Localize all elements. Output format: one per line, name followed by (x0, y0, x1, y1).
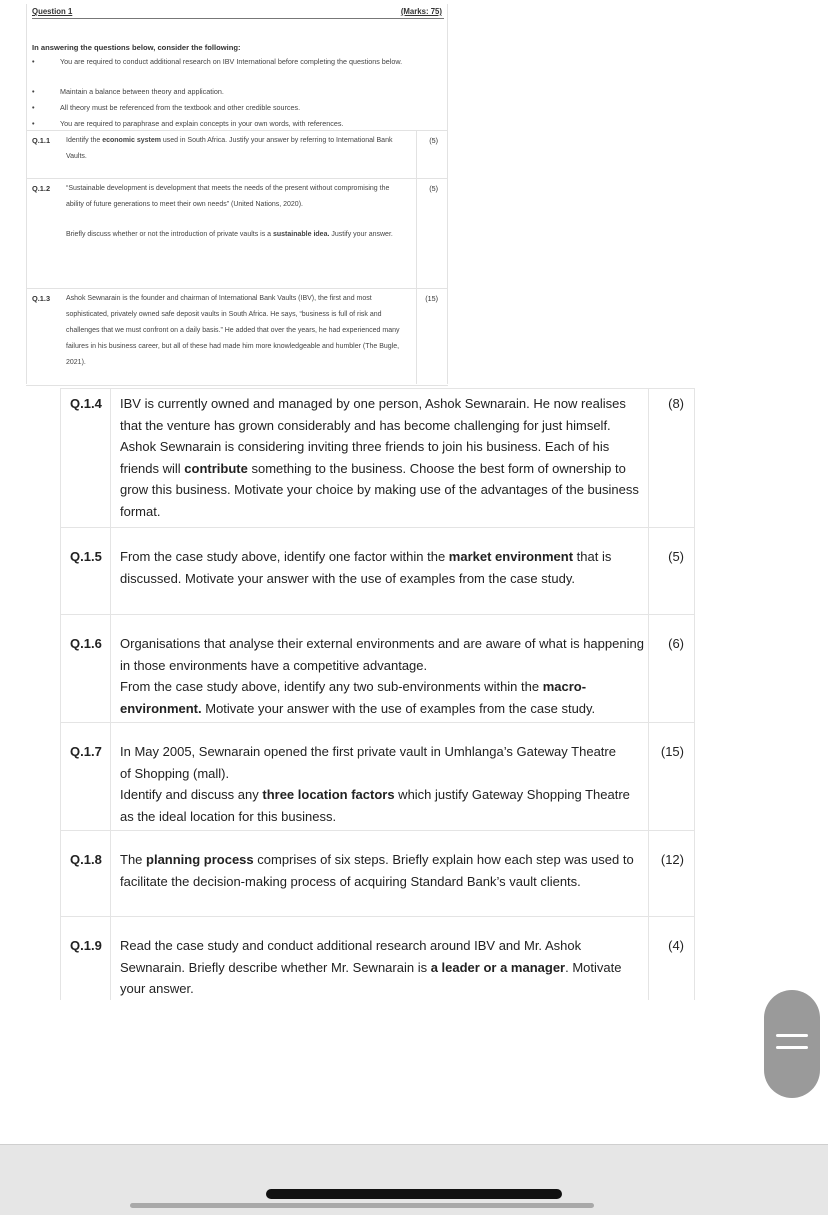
scroll-handle[interactable] (764, 990, 820, 1098)
instruction-text: You are required to conduct additional research on IBV International before completing the questions below. (60, 57, 403, 66)
question-text: Ashok Sewnarain is the founder and chairman of International Bank Vaults (IBV), the first and most sophisticated, privately owned safe deposit vaults in South Africa. He says, “business is full of risk and challenges that we must confront on a daily basis.” He added that over the years, he had experienced many failures in his business career, but all of these had made him more knowledgeable and humbler (The Bugle, 2021). (66, 295, 400, 366)
question-marks: (15) (660, 744, 684, 759)
question-text: From the case study above, identify one factor within the market environment that is discussed. Motivate your answer with the use of examples from the case study. (120, 549, 612, 586)
question-row-q1-8 (60, 830, 694, 917)
total-marks: (Marks: 75) (400, 7, 442, 16)
question-number: Q.1.7 (70, 744, 102, 759)
question-marks: (12) (660, 852, 684, 867)
question-row-q1-6 (60, 614, 694, 723)
question-number: Q.1.2 (32, 184, 51, 193)
question-row-q1-3 (26, 288, 448, 386)
bottom-navigation-bar (0, 1144, 828, 1215)
question-number: Q.1.4 (70, 396, 102, 411)
question-number: Q.1.1 (32, 136, 51, 145)
question-number: Q.1.9 (70, 938, 102, 953)
scanned-question-header: Question 1 (Marks: 75) In answering the questions below, consider the following: • You are required to conduct additional research on IBV International before completing the questions below. • Maintain a balance between theory and application. • All theory must be referenced from the textbook and other credible sources. • You are required to paraphrase and explain concepts in your own words, with references. Q.1.1 Identify the economic system used in South Africa. Justify your answer by referring to International Bank Vaults. (5) Q.1.2 “Sustainable development is development that meets the needs of the present without compromising the ability of future generations to meet their own needs” (United Nations, 2020). Briefly discuss whether or not the introduction of private vaults is a sustainable idea. Justify your answer. (5) Q.1.3 Ashok Sewnarain is the founder and chairman of International Bank Vaults (IBV), the first and most sophisticated, privately owned safe deposit vaults in South Africa. He says, “business is full of risk and challenges that we must confront on a daily basis.” He added that over the years, he had experienced many failures in his business career, but all of these had made him more knowledgeable and humbler (The Bugle, 2021). (15) (26, 4, 448, 384)
question-marks: (6) (668, 636, 684, 651)
question-row-q1-7 (60, 722, 694, 831)
question-number: Q.1.3 (32, 294, 51, 303)
question-text: In May 2005, Sewnarain opened the first private vault in Umhlanga’s Gateway Theatre of Shopping (mall). Identify and discuss any three location factors which justify Gateway Shopping Theatre as the ideal location for this business. (120, 744, 630, 824)
quote-text: “Sustainable development is development that meets the needs of the present without compromising the ability of future generations to meet their own needs” (United Nations, 2020). (66, 185, 390, 208)
question-marks: (5) (668, 549, 684, 564)
instruction-text: You are required to paraphrase and explain concepts in your own words, with references. (60, 119, 344, 128)
instruction-text: All theory must be referenced from the textbook and other credible sources. (60, 103, 301, 112)
question-row-q1-1 (26, 130, 448, 179)
question-text: “Sustainable development is development that meets the needs of the present without compromising the ability of future generations to meet their own needs” (United Nations, 2020). Briefly discuss whether or not the introduction of private vaults is a sustainable idea. Justify your answer. (66, 181, 406, 243)
question-row-q1-9 (60, 916, 694, 1001)
question-text: IBV is currently owned and managed by one person, Ashok Sewnarain. He now realises that the venture has grown considerably and has become challenging for just himself. Ashok Sewnarain is considering inviting three friends to join his business. Each of his friends will contribute something to the business. Choose the best form of ownership to grow this business. Motivate your choice by making use of the advantages of the business format. (120, 396, 639, 519)
scroll-progress-bar[interactable] (130, 1203, 594, 1208)
question-row-q1-4 (60, 388, 694, 527)
question-marks: (5) (429, 136, 438, 145)
question-marks: (5) (429, 184, 438, 193)
question-number: Q.1.5 (70, 549, 102, 564)
question-marks: (15) (425, 294, 438, 303)
question-text: The planning process comprises of six steps. Briefly explain how each step was used to facilitate the decision-making process of acquiring Standard Bank’s vault clients. (120, 852, 634, 889)
question-marks: (4) (668, 938, 684, 953)
question-text: Organisations that analyse their external environments and are aware of what is happening in those environments have a competitive advantage. From the case study above, identify any two sub-environments within the macro-environment. Motivate your answer with the use of examples from the case study. (120, 636, 644, 716)
instruction-text: Maintain a balance between theory and application. (60, 87, 224, 96)
question-text: Identify the economic system used in South Africa. Justify your answer by referring to International Bank Vaults. (66, 137, 393, 160)
question-text: Read the case study and conduct additional research around IBV and Mr. Ashok Sewnarain. Briefly describe whether Mr. Sewnarain is a leader or a manager. Motivate your answer. (120, 938, 622, 996)
question-number: Q.1.8 (70, 852, 102, 867)
question-heading-row (32, 4, 444, 19)
instructions-intro: In answering the questions below, consider the following: (32, 43, 241, 52)
home-indicator[interactable] (266, 1189, 562, 1199)
question-row-q1-5 (60, 527, 694, 615)
question-row-q1-2 (26, 178, 448, 277)
question-title: Question 1 (32, 7, 73, 16)
question-marks: (8) (668, 396, 684, 411)
question-number: Q.1.6 (70, 636, 102, 651)
